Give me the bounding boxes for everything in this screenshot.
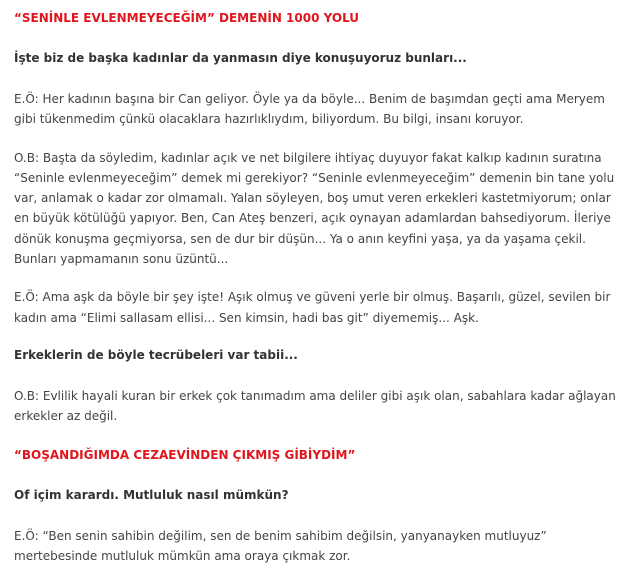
answer-line: var, anlamak o kadar zor olmamalı. Yalan söyleyen, boş umut veren erkekleri kastetmiyorum; onlar [14, 191, 611, 206]
answer-line: en büyük kötülüğü yapıyor. Ben, Can Ateş benzeri, açık oynayan adamlardan bahsediyorum. İleriye [14, 211, 611, 226]
answer-line: E.Ö: Her kadının başına bir Can geliyor. Öyle ya da böyle... Benim de başımdan geçti ama Meryem [14, 92, 605, 106]
answer-line: O.B: Başta da söyledim, kadınlar açık ve net bilgilere ihtiyaç duyuyor fakat kalkıp kadının suratına [14, 150, 602, 165]
answer-line: gibi tükenmedim çünkü olacaklara hazırlıklıydım, biliyordum. Bu bilgi, insanı koruyor. [14, 112, 524, 127]
interview-answer [14, 526, 635, 567]
interview-answer [14, 89, 635, 130]
answer-line: E.Ö: Ama aşk da böyle bir şey işte! Aşık olmuş ve güveni yerle bir olmuş. Başarılı, güzel, sevilen bir [14, 290, 611, 305]
interview-answer [14, 148, 635, 270]
answer-line: erkekler az değil. [14, 409, 118, 424]
answer-line: Bunları yapmamanın sonu üzüntü... [14, 252, 229, 267]
article-body [14, 9, 635, 566]
interview-answer [14, 287, 635, 328]
interview-question: Erkeklerin de böyle tecrübeleri var tabii... [14, 347, 298, 362]
answer-line: O.B: Evlilik hayali kuran bir erkek çok tanımadım ama deliler gibi aşık olan, sabahlara kadar ağlayan [14, 388, 616, 403]
answer-line: “Seninle evlenmeyeceğim” demek mi gerekiyor? “Seninle evlenmeyeceğim” demenin bin tane yolu [14, 170, 615, 185]
section-heading: “BOŞANDIĞIMDA CEZAEVİNDEN ÇIKMIŞ GİBİYDİM” [14, 447, 356, 462]
answer-line: dönük konuşma geçmiyorsa, sen de dur bir düşün... Ya o anın keyfini yaşa, ya da yaşama çekil. [14, 231, 586, 246]
answer-line: E.Ö: “Ben senin sahibin değilim, sen de benim sahibim değilsin, yanyanayken mutluyuz” [14, 528, 547, 543]
interview-question: İşte biz de başka kadınlar da yanmasın diye konuşuyoruz bunları... [14, 51, 467, 65]
answer-line: mertebesinde mutluluk mümkün ama oraya çıkmak zor. [14, 548, 351, 563]
interview-question: Of içim karardı. Mutluluk nasıl mümkün? [14, 487, 289, 502]
answer-line: kadın ama “Elimi sallasam ellisi... Sen kimsin, hadi bas git” diyememiş... Aşk. [14, 310, 479, 325]
interview-answer [14, 386, 635, 427]
section-heading: “SENİNLE EVLENMEYECEĞİM” DEMENİN 1000 YOLU [14, 11, 360, 25]
